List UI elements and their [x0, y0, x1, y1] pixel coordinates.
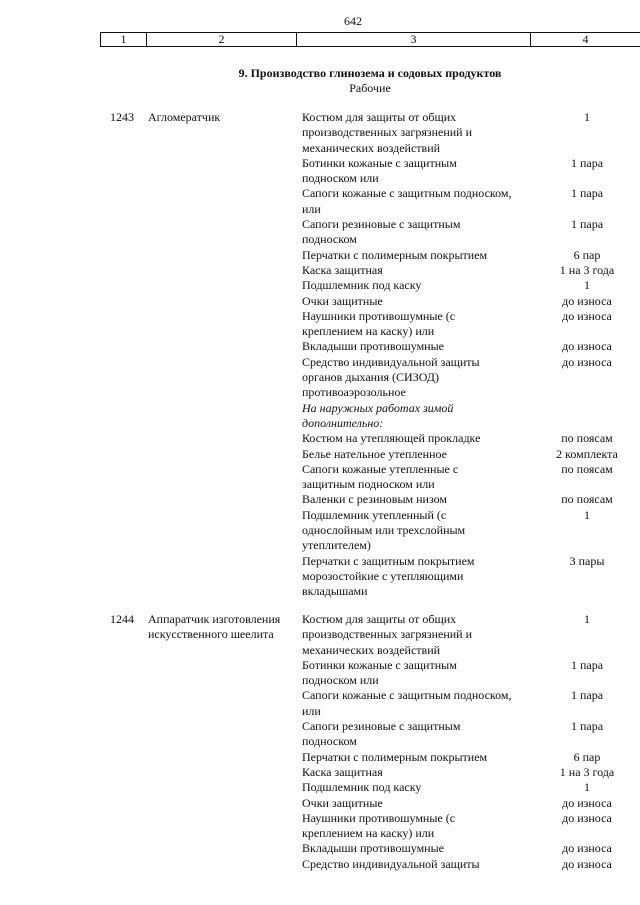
ppe-item-norm: до износа: [562, 841, 612, 856]
job-code: 1243: [110, 110, 134, 124]
column-header-row: [101, 33, 640, 47]
ppe-item-name: Костюм для защиты от общих производственных загрязнений и механических воздействий: [302, 110, 473, 155]
ppe-item-norm: 2 комплекта: [556, 446, 618, 461]
section-subtitle: Рабочие: [349, 81, 391, 95]
ppe-item-norm: до износа: [562, 339, 612, 354]
ppe-item-norm: до износа: [562, 293, 612, 308]
ppe-item-row: [302, 401, 640, 432]
ppe-item-row: [302, 355, 640, 401]
ppe-item-norm: 1 пара: [570, 657, 604, 672]
column-header-1: 1: [101, 33, 147, 47]
ppe-item-name: Средство индивидуальной защиты: [302, 856, 480, 871]
ppe-item-norm: до износа: [562, 795, 612, 810]
ppe-item-name: Каска защитная: [302, 764, 383, 779]
ppe-item-row: [302, 263, 640, 278]
page-number: 642: [344, 14, 362, 28]
ppe-item-norm: 3 пары: [569, 553, 605, 568]
ppe-item-norm: по поясам: [561, 461, 613, 476]
ppe-item-row: [302, 508, 640, 554]
ppe-item-name: Вкладыши противошумные: [302, 339, 444, 354]
ppe-item-name: Подшлемник под каску: [302, 780, 422, 795]
ppe-items-list: [302, 612, 640, 872]
ppe-item-name: Костюм на утепляющей прокладке: [302, 431, 481, 446]
ppe-item-norm: 1 пара: [570, 155, 604, 170]
ppe-item-row: [302, 765, 640, 780]
ppe-item-name: Белье нательное утепленное: [302, 446, 447, 461]
ppe-item-name: Подшлемник под каску: [302, 278, 422, 293]
ppe-item-name: Сапоги резиновые с защитным подноском: [302, 217, 461, 247]
ppe-item-norm: до износа: [562, 856, 612, 871]
ppe-item-row: [302, 492, 640, 507]
ppe-item-row: [302, 447, 640, 462]
ppe-item-name: Средство индивидуальной защиты органов дыхания (СИЗОД) противоаэрозольное: [302, 354, 480, 400]
ppe-item-name: Наушники противошумные (с креплением на каску) или: [302, 308, 456, 339]
ppe-item-norm: по поясам: [561, 492, 613, 507]
ppe-item-norm: 1: [584, 507, 590, 522]
ppe-item-name: Подшлемник утепленный (с однослойным или трехслойным утеплителем): [302, 507, 466, 553]
ppe-item-name: Каска защитная: [302, 262, 383, 277]
ppe-item-name: Сапоги кожаные с защитным подноском, или: [302, 186, 512, 216]
ppe-item-norm: до износа: [562, 308, 612, 323]
ppe-item-norm: 1 пара: [570, 719, 604, 734]
ppe-item-row: [302, 719, 640, 750]
ppe-item-norm: 1 пара: [570, 186, 604, 201]
ppe-item-name: Наушники противошумные (с креплением на каску) или: [302, 810, 456, 841]
ppe-item-row: [302, 857, 640, 872]
ppe-item-norm: 1: [584, 612, 590, 626]
ppe-item-name: Ботинки кожаные с защитным подноском или: [302, 657, 457, 688]
ppe-item-name: Сапоги кожаные утепленные с защитным подноском или: [302, 461, 459, 492]
ppe-item-name: Вкладыши противошумные: [302, 841, 444, 856]
ppe-item-norm: до износа: [562, 354, 612, 369]
ppe-item-name: Валенки с резиновым низом: [302, 492, 448, 507]
ppe-item-row: [302, 462, 640, 493]
ppe-item-norm: 6 пар: [573, 247, 601, 262]
column-header-4: 4: [531, 33, 640, 47]
ppe-item-row: [302, 431, 640, 446]
ppe-item-row: [302, 309, 640, 340]
ppe-item-norm: 1 пара: [570, 688, 604, 703]
ppe-item-name: Перчатки с полимерным покрытием: [302, 247, 488, 262]
ppe-item-row: [302, 339, 640, 354]
ppe-item-name: Ботинки кожаные с защитным подноском или: [302, 155, 457, 186]
ppe-item-norm: 1: [584, 110, 590, 124]
ppe-item-row: [302, 750, 640, 765]
ppe-item-row: [302, 841, 640, 856]
ppe-item-norm: 1 пара: [570, 217, 604, 232]
column-header-table: [100, 32, 640, 47]
ppe-items-list: [302, 110, 640, 600]
ppe-item-row: [302, 278, 640, 293]
ppe-item-norm: 1 на 3 года: [559, 262, 615, 277]
ppe-item-row: [302, 612, 640, 658]
section-title: 9. Производство глинозема и содовых продуктов: [238, 66, 502, 80]
ppe-item-row: [302, 658, 640, 689]
ppe-item-name: Очки защитные: [302, 293, 383, 308]
ppe-item-norm: по поясам: [561, 431, 613, 446]
ppe-item-norm: 1: [584, 278, 590, 293]
ppe-item-name: Сапоги кожаные с защитным подноском, или: [302, 688, 512, 718]
ppe-item-name: Сапоги резиновые с защитным подноском: [302, 719, 461, 749]
ppe-item-row: [302, 811, 640, 842]
ppe-item-norm: 1 на 3 года: [559, 764, 615, 779]
ppe-item-name: Костюм для защиты от общих производственных загрязнений и механических воздействий: [302, 612, 473, 657]
ppe-item-norm: до износа: [562, 810, 612, 825]
ppe-item-row: [302, 110, 640, 156]
column-header-3: 3: [297, 33, 531, 47]
ppe-item-row: [302, 248, 640, 263]
ppe-item-row: [302, 554, 640, 600]
ppe-item-norm: 1: [584, 780, 590, 795]
ppe-item-row: [302, 294, 640, 309]
ppe-item-row: [302, 688, 640, 719]
ppe-item-name: Перчатки с защитным покрытием морозостойкие с утепляющими вкладышами: [302, 553, 475, 599]
ppe-item-norm: 6 пар: [573, 749, 601, 764]
ppe-item-row: [302, 796, 640, 811]
ppe-item-name: Очки защитные: [302, 795, 383, 810]
ppe-item-row: [302, 217, 640, 248]
column-header-2: 2: [147, 33, 297, 47]
job-name: Аппаратчик изготовления искусственного шеелита: [148, 612, 281, 642]
ppe-note: На наружных работах зимой дополнительно:: [302, 400, 454, 430]
ppe-item-row: [302, 780, 640, 795]
ppe-item-row: [302, 156, 640, 187]
ppe-item-row: [302, 186, 640, 217]
ppe-item-name: Перчатки с полимерным покрытием: [302, 749, 488, 764]
job-code: 1244: [110, 612, 134, 626]
job-name: Агломератчик: [148, 110, 221, 124]
